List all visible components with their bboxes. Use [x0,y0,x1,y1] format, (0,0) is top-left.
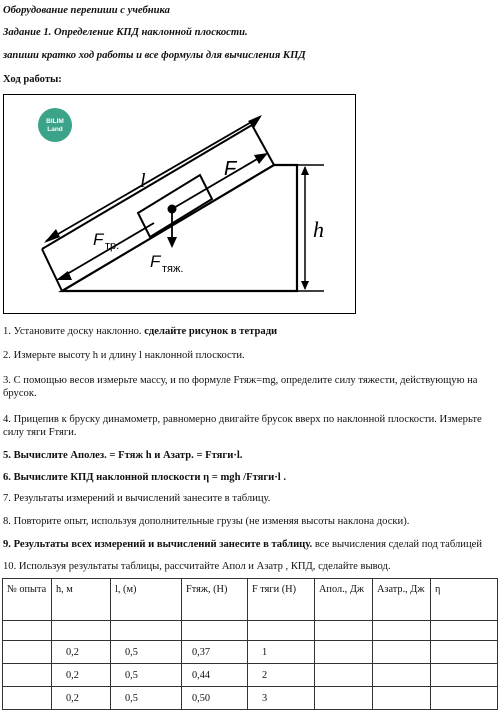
gravity-arrowhead [167,237,177,248]
step-6: 6. Вычислите КПД наклонной плоскости η = mgh /Fтяги·l . [3,472,287,483]
table-cell [431,664,498,687]
table-cell [373,664,431,687]
table-cell: 2 [248,664,315,687]
table-cell [373,687,431,710]
step-5: 5. Вычислите Aполез. = Fтяж h и Aзатр. = Fтяги·l. [3,450,243,461]
table-cell: 0,44 [182,664,248,687]
table-cell: 0,50 [182,687,248,710]
table-blank-row [3,621,498,641]
table-header-cell: Азатр., Дж [373,579,431,621]
table-cell [3,687,52,710]
table-row [3,687,498,710]
step-7: 7. Результаты измерений и вычислений занесите в таблицу. [3,493,271,504]
label-l: l [140,170,146,192]
results-table [2,578,498,710]
table-header-cell: η [431,579,498,621]
table-header-cell: l, (м) [111,579,182,621]
step-1-bold: сделайте рисунок в тетради [144,326,278,337]
table-header-cell: h, м [52,579,111,621]
table-header-row [3,579,498,621]
table-cell [315,664,373,687]
table-cell: 0,2 [52,664,111,687]
table-cell [373,641,431,664]
height-arrowhead-bottom [301,281,309,290]
table-cell [3,664,52,687]
table-header-cell: Апол., Дж [315,579,373,621]
table-cell [3,641,52,664]
step-9-text: все вычисления сделай под таблицей [312,539,482,550]
inclined-plane-figure [3,94,356,314]
label-h: h [313,217,324,242]
step-2: 2. Измерьте высоту h и длину l наклонной плоскости. [3,350,245,361]
table-cell: 0,2 [52,641,111,664]
table-cell: 1 [248,641,315,664]
table-cell: 3 [248,687,315,710]
step-1 [3,326,497,339]
label-F: F [224,158,237,180]
progress-title: Ход работы: [3,74,62,85]
step-4: 4. Прицепив к бруску динамометр, равномерно двигайте брусок вверх по наклонной плоскости. Измерьте силу тяги Fтяги. [3,414,482,438]
table-cell: 0,5 [111,664,182,687]
step-9-bold: 9. Результаты всех измерений и вычислений занесите в таблицу. [3,539,313,550]
inclined-plane-diagram [4,95,357,315]
task-instruction: запиши кратко ход работы и все формулы для вычисления КПД [3,50,306,61]
logo-text-1: BILIM [46,118,64,125]
header-equipment: Оборудование перепиши с учебника [3,5,170,16]
table-row [3,664,498,687]
height-arrowhead-top [301,166,309,175]
label-Ftr-sub: тр. [105,240,120,252]
table-cell [431,687,498,710]
table-header-cell: F тяги (Н) [248,579,315,621]
table-cell: 0,5 [111,687,182,710]
label-Ftyazh: F [150,252,161,271]
step-1-text: 1. Установите доску наклонно. [3,326,145,337]
force-F-arrowhead [254,153,268,164]
table-cell [431,641,498,664]
step-8: 8. Повторите опыт, используя дополнительные грузы (не изменяя высоты наклона доски). [3,516,410,527]
table-cell: 0,5 [111,641,182,664]
step-3: 3. С помощью весов измерьте массу, и по формуле Fтяж=mg, определите силу тяжести, действующую на брусок. [3,375,478,399]
logo-text-2: Land [47,126,63,133]
incline-edge [42,249,62,291]
bilimland-logo-icon [38,108,72,142]
table-row [3,641,498,664]
table-header-cell: Fтяж, (Н) [182,579,248,621]
step-10: 10. Используя результаты таблицы, рассчитайте Aпол и Aзатр , КПД, сделайте вывод. [3,561,391,572]
table-cell: 0,37 [182,641,248,664]
label-Ftyazh-sub: тяж. [162,263,184,275]
table-cell: 0,2 [52,687,111,710]
table-cell [315,687,373,710]
label-Ftr: F [93,230,104,249]
task-title: Задание 1. Определение КПД наклонной плоскости. [3,27,248,38]
table-cell [315,641,373,664]
table-header-cell: № опыта [3,579,52,621]
step-9 [3,539,497,552]
